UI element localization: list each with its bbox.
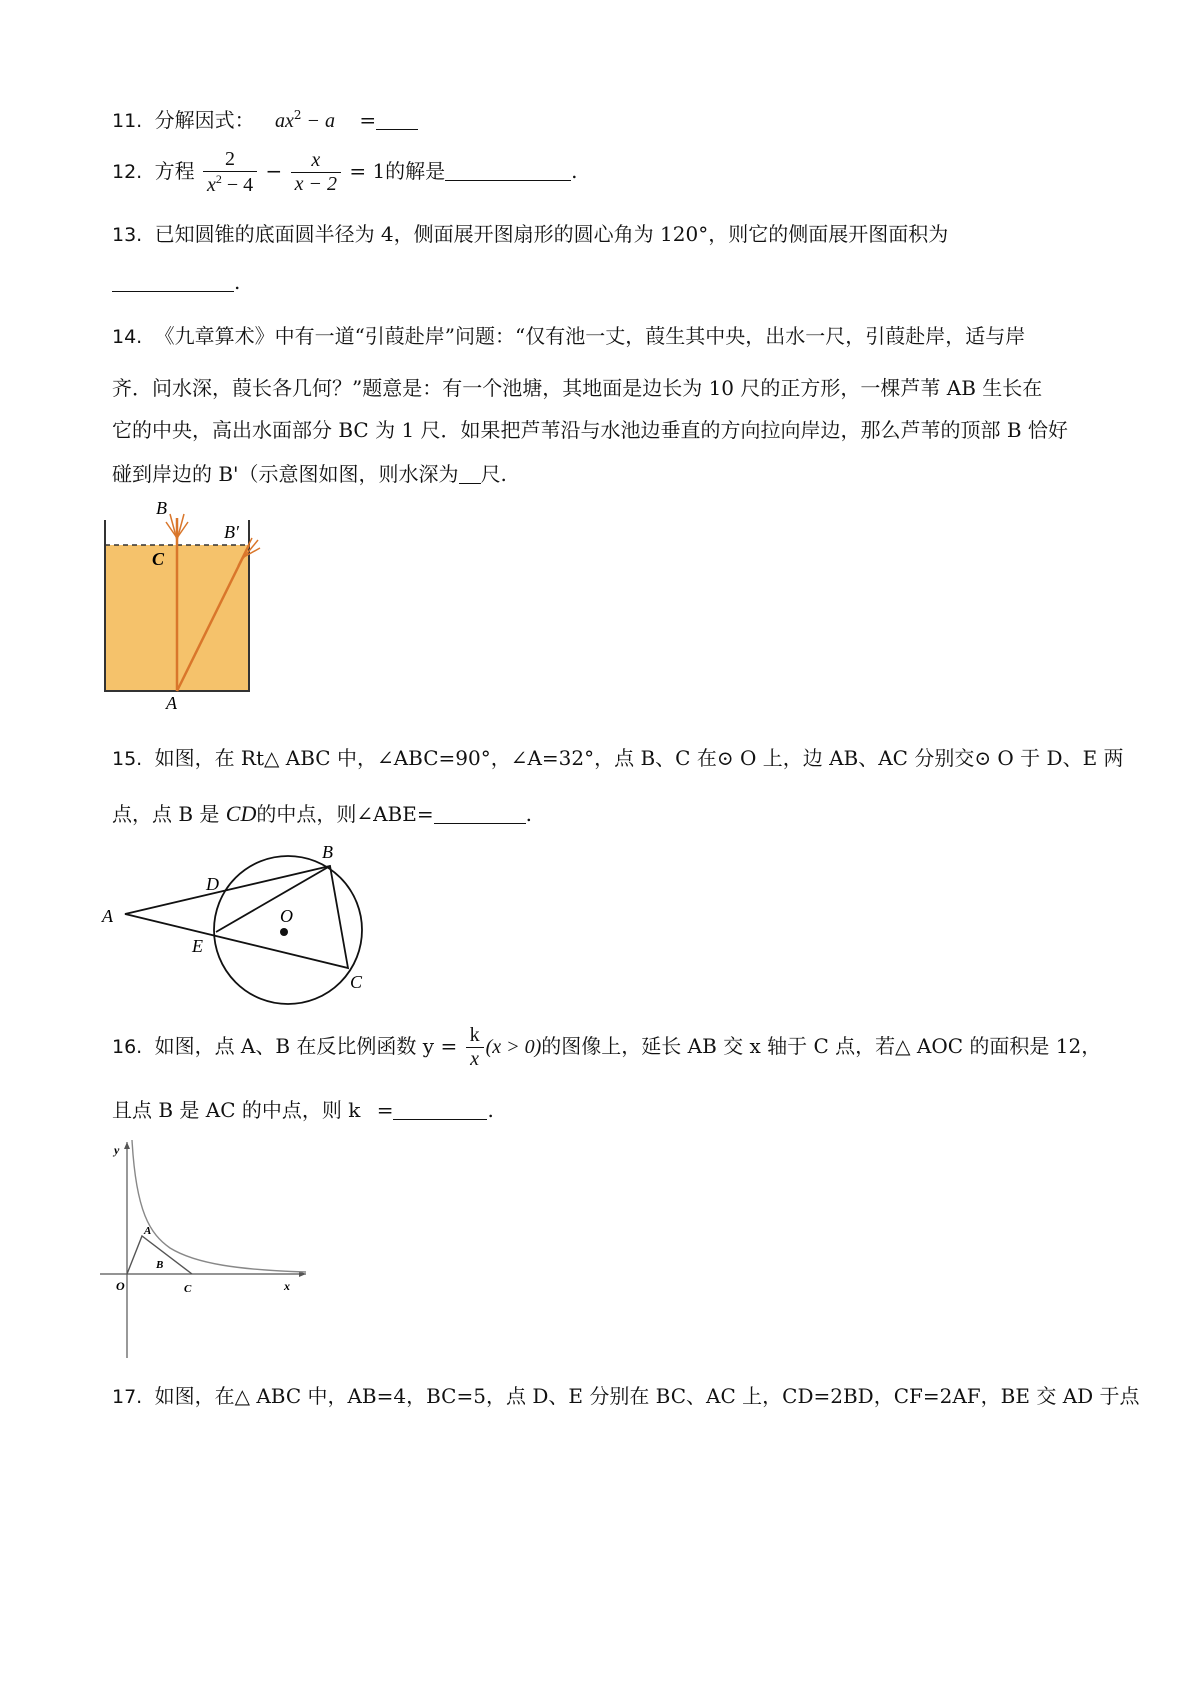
question-number: 11. (112, 110, 143, 132)
question-14-line-4 (112, 458, 507, 487)
arc-label: CD (225, 801, 257, 826)
period: . (234, 270, 241, 294)
question-number: 14. (112, 326, 143, 348)
answer-blank (393, 1101, 487, 1120)
period: . (487, 1098, 494, 1122)
denominator-rest: − 4 (221, 174, 254, 196)
question-text: 且点 B 是 AC 的中点，则 k (112, 1098, 361, 1122)
minus-sign: − (265, 159, 283, 183)
answer-blank (434, 805, 526, 824)
question-15-line-1 (112, 742, 1124, 771)
fraction-1 (203, 148, 257, 197)
label-O: O (116, 1279, 125, 1293)
question-text: 方程 (154, 159, 195, 183)
center-O (280, 928, 288, 936)
period: . (571, 159, 578, 183)
question-number: 17. (112, 1386, 143, 1408)
question-14-line-3 (112, 414, 1068, 443)
question-text: 《九章算术》中有一道“引葭赴岸”问题：“仅有池一丈，葭生其中央，出水一尺，引葭赴岸，适与岸 (154, 324, 1026, 348)
triangle-ABC (125, 866, 348, 968)
label-B-prime: B′ (224, 522, 239, 542)
fraction-numerator: k (466, 1024, 484, 1048)
circle-O (214, 856, 362, 1004)
fraction-denominator: x − 2 (294, 173, 337, 195)
fraction-denominator (203, 172, 257, 197)
label-A: A (102, 906, 113, 926)
label-D: D (206, 874, 219, 894)
label-B: B (156, 500, 167, 518)
question-text: 的图像上，延长 AB 交 x 轴于 C 点，若△ AOC 的面积是 12， (541, 1034, 1102, 1058)
label-B: B (156, 1259, 164, 1271)
label-A: A (166, 693, 177, 713)
expression-rest: − a (301, 110, 335, 132)
answer-blank (376, 111, 418, 130)
label-B: B (322, 842, 333, 862)
answer-blank (112, 273, 234, 292)
pond-reed-figure (100, 500, 270, 715)
question-text: 如图，点 A、B 在反比例函数 y = (154, 1034, 458, 1058)
hyperbola-curve (132, 1140, 306, 1272)
question-15-line-2 (112, 798, 532, 827)
question-text: 的中点，则∠ABE= (256, 802, 434, 826)
question-16-line-2 (112, 1094, 494, 1123)
question-13-answer-line (112, 270, 240, 294)
segment-BE (216, 866, 330, 932)
fraction-numerator: x (291, 149, 341, 173)
label-y: y (114, 1143, 120, 1157)
question-14-line-2 (112, 372, 1042, 401)
label-O: O (280, 906, 293, 926)
question-17-line-1 (112, 1380, 1140, 1409)
period: . (525, 802, 532, 826)
question-text: 如图，在△ ABC 中，AB=4，BC=5，点 D、E 分别在 BC、AC 上，CD=2BD，CF=2AF，BE 交 AD 于点 (154, 1384, 1140, 1408)
question-number: 13. (112, 224, 143, 246)
question-tail: 的解是 (385, 159, 446, 183)
domain-condition: (x > 0) (485, 1036, 542, 1058)
question-text: 如图，在 Rt△ ABC 中，∠ABC=90°，∠A=32°，点 B、C 在⊙ O 上，边 AB、AC 分别交⊙ O 于 D、E 两 (154, 746, 1124, 770)
expression-a: ax (274, 110, 294, 132)
exponent: 2 (293, 108, 302, 122)
question-number: 12. (112, 161, 143, 183)
label-A: A (144, 1225, 152, 1237)
denominator-variable: x (206, 174, 216, 196)
question-number: 15. (112, 748, 143, 770)
question-11 (112, 104, 418, 133)
question-text: 它的中央，高出水面部分 BC 为 1 尺．如果把芦苇沿与水池边垂直的方向拉向岸边，那么芦苇的顶部 B 恰好 (112, 418, 1068, 442)
arc-cd (226, 801, 257, 827)
question-12 (112, 148, 578, 197)
fraction-k-over-x (466, 1024, 484, 1071)
question-14-line-1 (112, 320, 1025, 349)
question-13 (112, 218, 948, 247)
answer-blank (459, 465, 481, 484)
question-text: 已知圆锥的底面圆半径为 4，侧面展开图扇形的圆心角为 120°，则它的侧面展开图面积为 (154, 222, 949, 246)
equals-sign: = (376, 1098, 394, 1122)
fraction-numerator: 2 (203, 148, 257, 172)
inverse-function-graph (100, 1132, 320, 1362)
question-number: 16. (112, 1036, 143, 1058)
fraction-2 (291, 149, 341, 196)
question-16-line-1 (112, 1024, 1101, 1071)
circle-triangle-figure (100, 838, 380, 1008)
label-E: E (192, 936, 203, 956)
y-axis-arrow (124, 1142, 130, 1149)
question-text: 齐．问水深，葭长各几何？”题意是：有一个池塘，其地面是边长为 10 尺的正方形，一棵芦苇 AB 生长在 (112, 376, 1043, 400)
equals-sign: = (359, 108, 377, 132)
question-text: 碰到岸边的 B'（示意图如图，则水深为 (112, 462, 459, 486)
question-text-end: 尺. (480, 462, 507, 486)
fraction-denominator: x (470, 1048, 480, 1070)
question-text: 分解因式： (154, 108, 255, 132)
right-hand-side: = 1 (349, 159, 386, 183)
label-x: x (284, 1279, 290, 1293)
label-C: C (152, 549, 165, 569)
question-text: 点，点 B 是 (112, 802, 220, 826)
answer-blank (445, 162, 571, 181)
label-C: C (350, 972, 363, 992)
exponent: 2 (215, 172, 222, 186)
label-C: C (184, 1283, 192, 1295)
